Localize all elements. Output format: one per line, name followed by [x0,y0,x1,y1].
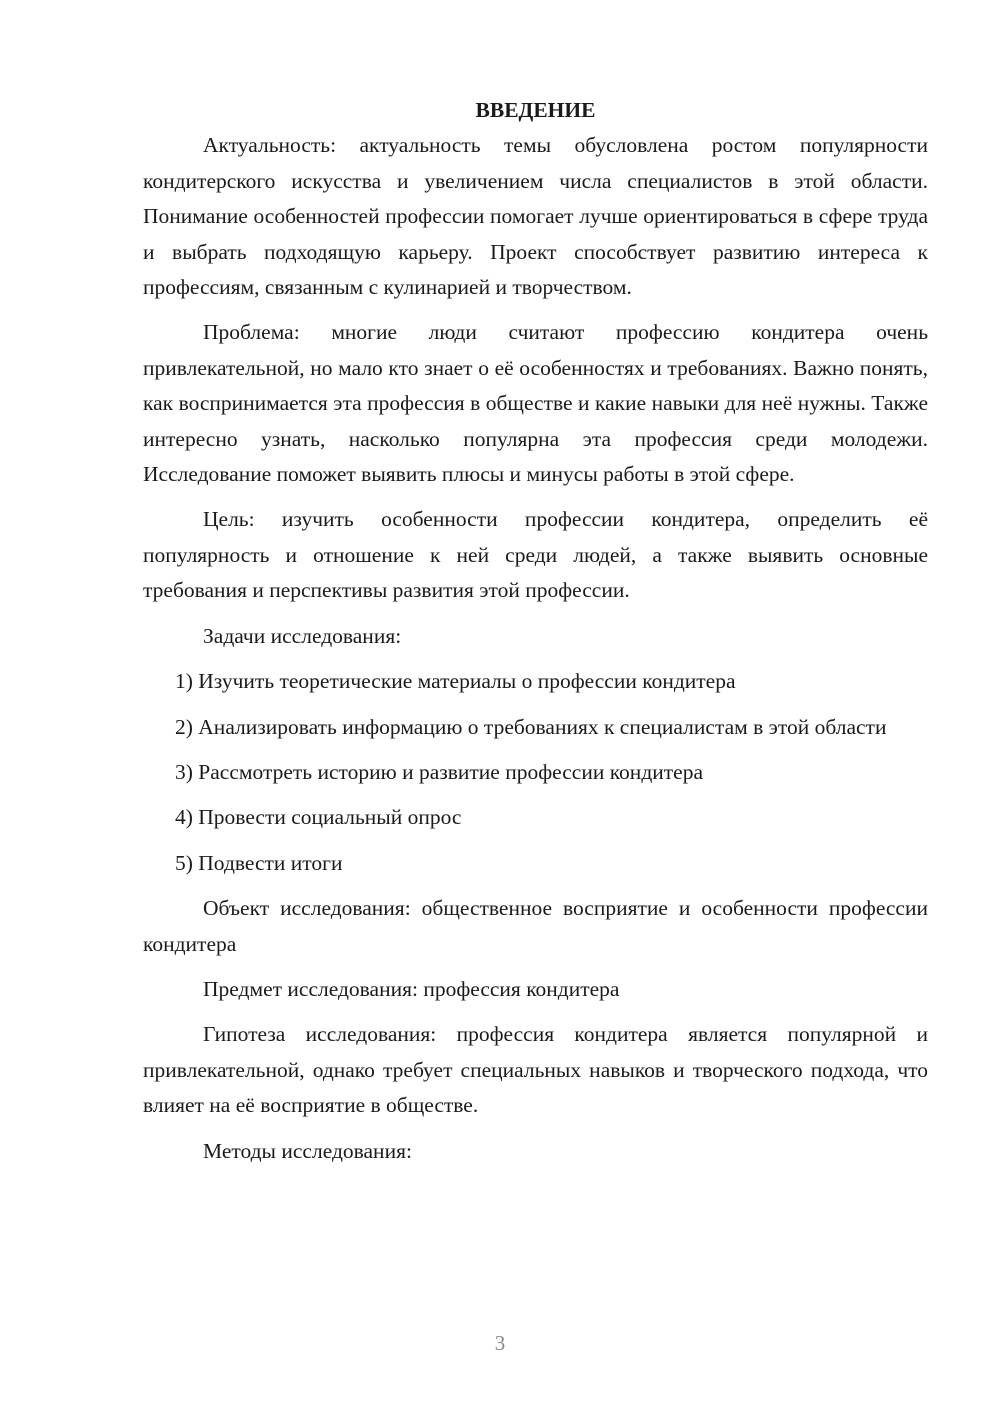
page-number: 3 [494,1331,506,1355]
methods-heading: Методы исследования: [203,1138,412,1163]
paragraph-relevance: Актуальность: актуальность темы обусловлена ростом популярности кондитерского искусства и увеличением числа специалистов в этой области. Понимание особенностей профессии помогает лучше ориентироваться в сфере труда и выбрать подходящую карьеру. Проект способствует развитию интереса к профессиям, связанным с кулинарией и творчеством. [143,133,928,300]
tasks-heading: Задачи исследования: [203,623,402,648]
document-body [143,92,928,1179]
paragraph-goal: Цель: изучить особенности профессии кондитера, определить её популярность и отношение к ней среди людей, а также выявить основные требования и перспективы развития этой профессии. [143,507,928,603]
task-item-3: 3) Рассмотреть историю и развитие профессии кондитера [175,759,703,784]
paragraph-object: Объект исследования: общественное восприятие и особенности профессии кондитера [143,896,928,956]
paragraph-subject: Предмет исследования: профессия кондитера [203,976,620,1001]
task-item-4: 4) Провести социальный опрос [175,805,462,830]
task-item-1: 1) Изучить теоретические материалы о профессии кондитера [175,669,736,694]
page-title: ВВЕДЕНИЕ [475,98,596,122]
task-item-2: 2) Анализировать информацию о требованиях к специалистам в этой области [175,714,887,739]
paragraph-hypothesis: Гипотеза исследования: профессия кондитера является популярной и привлекательной, однако требует специальных навыков и творческого подхода, что влияет на её восприятие в обществе. [143,1022,928,1118]
paragraph-problem: Проблема: многие люди считают профессию кондитера очень привлекательной, но мало кто знает о её особенностях и требованиях. Важно понять, как воспринимается эта профессия в обществе и какие навыки для неё нужны. Также интересно узнать, насколько популярна эта профессия среди молодежи. Исследование поможет выявить плюсы и минусы работы в этой сфере. [143,320,928,487]
task-item-5: 5) Подвести итоги [175,850,343,875]
